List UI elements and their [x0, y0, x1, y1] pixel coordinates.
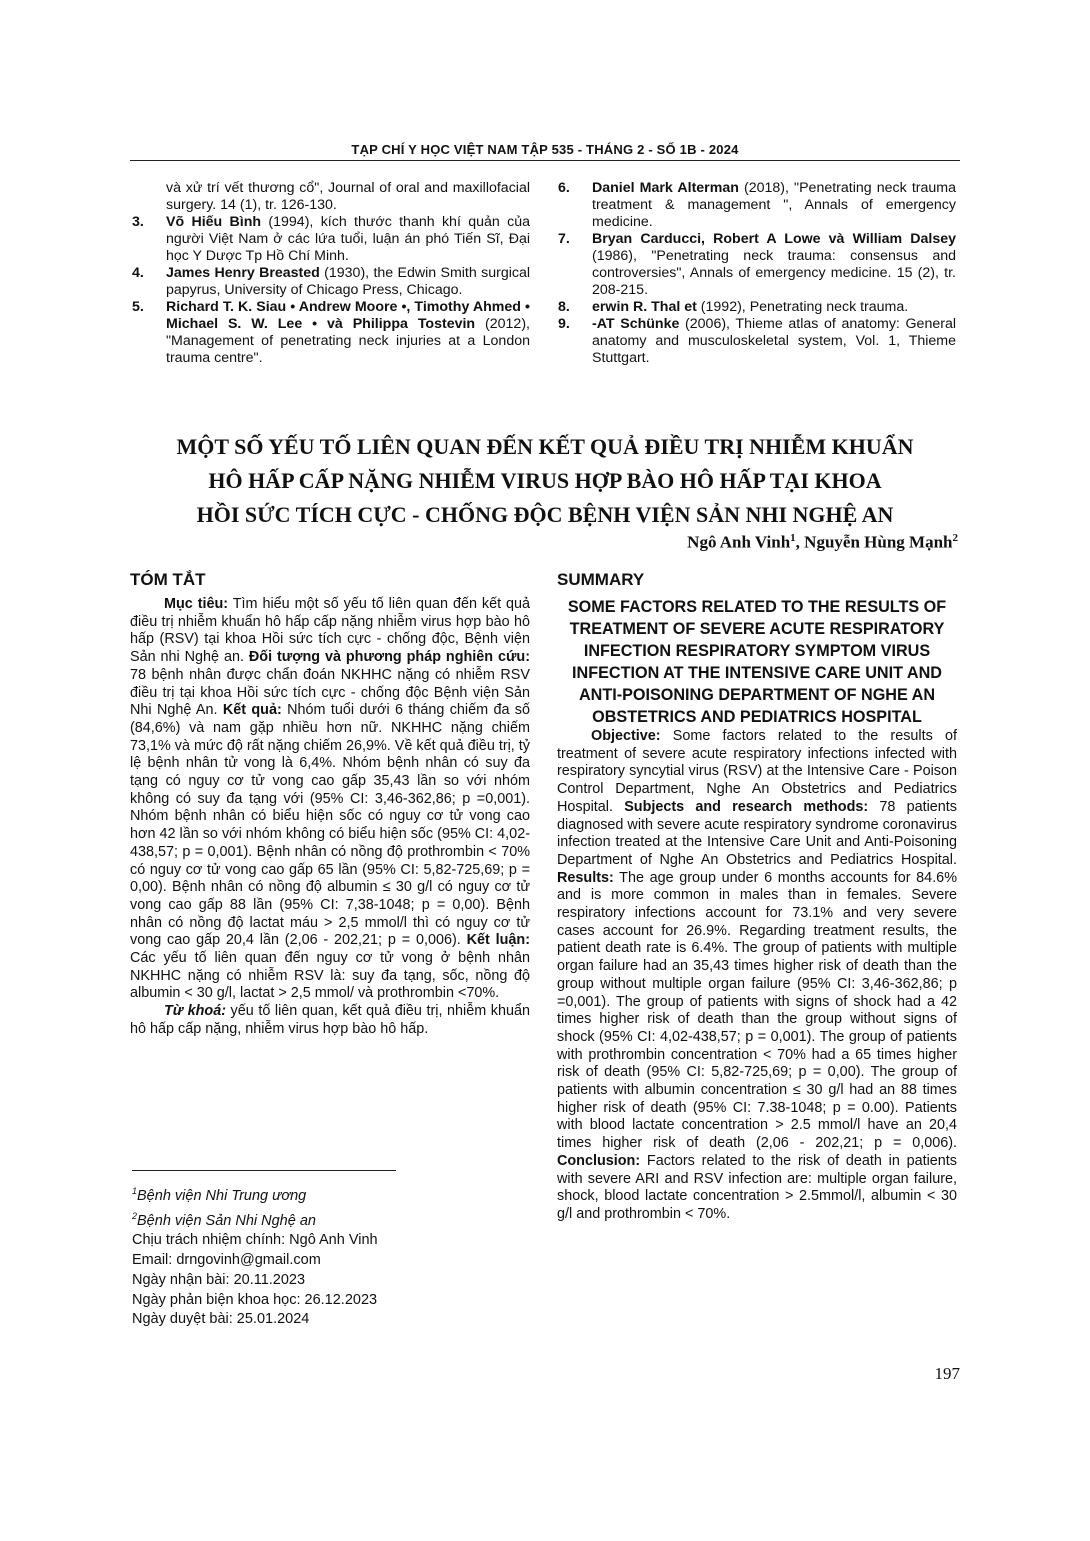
abstract-paragraph [130, 596, 530, 1003]
article-title-line: MỘT SỐ YẾU TỐ LIÊN QUAN ĐẾN KẾT QUẢ ĐIỀU TRỊ NHIỄM KHUẨN [176, 434, 914, 459]
reference-author: Võ Hiếu Bình [166, 214, 262, 230]
reference-item [558, 180, 956, 231]
reference-item [132, 299, 530, 367]
affiliation-mark: 1 [132, 1186, 138, 1196]
reference-text: (1986), "Penetrating neck trauma: consensus and controversies", Annals of emergency medicine. 15 (2), tr. 208-215. [592, 248, 956, 298]
reference-text: (1992), Penetrating neck trauma. [696, 299, 909, 315]
author-name: Nguyễn Hùng Mạnh [804, 532, 953, 552]
abstract-label: Kết luận: [466, 932, 530, 949]
abstract-label: Results: [557, 869, 614, 886]
page-number: 197 [934, 1364, 960, 1383]
reference-text: (2018), "Penetrating neck trauma treatment & management ", Annals of emergency medicine. [592, 180, 956, 230]
abstract-label: Subjects and research methods: [624, 798, 869, 815]
references-right-column [558, 180, 956, 367]
affiliation-2 [132, 1207, 532, 1232]
abstract-label: Objective: [591, 728, 661, 744]
author-affiliation-mark: 1 [790, 532, 796, 544]
reference-author: erwin R. Thal et [592, 299, 697, 315]
affiliation-text: Bệnh viện Nhi Trung ương [137, 1187, 307, 1204]
reference-number: 7. [558, 231, 570, 247]
abstract-text: Tìm hiểu một số yếu tố liên quan đến kết quả điều trị nhiễm khuẩn hô hấp cấp nặng nhiễm virus hợp bào hô hấp (RSV) tại khoa Hồi sức tích cực - chống độc, Bệnh viện Sản nhi Nghệ an. [130, 596, 531, 666]
section-heading: SUMMARY [557, 570, 645, 589]
responsible-author: Chịu trách nhiệm chính: Ngô Anh Vinh [132, 1232, 378, 1249]
reference-author: Richard T. K. Siau • Andrew Moore •, Timothy Ahmed • Michael S. W. Lee • và Philippa Tostevin [166, 299, 530, 332]
reference-number: 9. [558, 316, 570, 332]
author-separator: , [795, 532, 805, 552]
accepted-date: Ngày duyệt bài: 25.01.2024 [132, 1311, 310, 1328]
abstract-text: Các yếu tố liên quan đến nguy cơ tử vong ở bệnh nhân NKHHC nặng có nhiễm RSV là: suy đa tạng, sốc, nồng độ albumin < 30 g/l, lactat > 2,5 mmol/ và prothrombin <70%. [130, 950, 530, 1002]
footnotes [132, 1182, 532, 1330]
reference-item [132, 265, 530, 299]
reference-item [558, 316, 956, 367]
abstract-label: Conclusion: [557, 1152, 641, 1169]
author-affiliation-mark: 2 [952, 532, 958, 544]
abstract-text: Nhóm tuổi dưới 6 tháng chiếm đa số (84,6%) và nam gặp nhiều hơn nữ. NKHHC nặng chiếm 73,1% và mức độ rất nặng chiếm 26,9%. Về kết quả điều trị, tỷ lệ bệnh nhân tử vong là 6,4%. Nhóm bệnh nhân có suy đa tạng có nguy cơ tử vong cao gấp 35,43 lần so với nhóm không có suy đa tạng với (95% CI: 3,46-362,86; p =0,001). Nhóm bệnh nhân có biểu hiện sốc có nguy cơ tử vong cao hơn 42 lần so với nhóm không có biểu hiện sốc (95% CI: 4,02-438,57; p = 0,001). Bệnh nhân có nồng độ prothrombin < 70% có nguy cơ tử vong cao gấp 65 lần (95% CI: 5,82-725,69; p = 0,00). Bệnh nhân có nồng độ albumin ≤ 30 g/l có nguy cơ tử vong cao gấp 88 lần (95% CI: 7,38-1048; p = 0,00). Bệnh nhân có nồng độ lactat máu > 2,5 mmol/l thì có nguy cơ tử vong cao gấp 20,4 lần (2,06 - 202,21; p = 0,006). [130, 702, 530, 949]
review-date: Ngày phản biện khoa học: 26.12.2023 [132, 1291, 378, 1308]
abstract-text: The age group under 6 months accounts for 84.6% and is more common in males than in females. Severe respiratory infections account for 73.1% and very severe cases account for 26.9%. Regarding treatment results, the patient death rate is 6.4%. The group of patients with multiple organ failure had an 35,43 times higher risk of death than the group without multiple organ failure (95% CI: 3,46-362,86; p =0,001). The group of patients with signs of shock had a 42 times higher risk of death than the group without signs of shock (95% CI: 4,02-438,57; p = 0,001). The group of patients with prothrombin concentration < 70% had a 65 times higher risk of death (95% CI: 5,82-725,69; p = 0,00). The group of patients with albumin concentration ≤ 30 g/l had an 88 times higher risk of death (95% CI: 7.38-1048; p = 0.00). Patients with blood lactate concentration > 2.5 mmol/l have an 20,4 times higher risk of death (2,06 - 202,21; p = 0,006). [557, 869, 957, 1152]
author-name: Ngô Anh Vinh [687, 532, 791, 552]
reference-text: (1994), kích thước thanh khí quản của người Việt Nam ở các lứa tuổi, luận án phó Tiến Sĩ, Đại học Y Dược Tp Hồ Chí Minh. [166, 214, 530, 264]
article-title-line: HỒI SỨC TÍCH CỰC - CHỐNG ĐỘC BỆNH VIỆN SẢN NHI NGHỆ AN [196, 502, 894, 527]
english-title: SOME FACTORS RELATED TO THE RESULTS OF TREATMENT OF SEVERE ACUTE RESPIRATORY INFECTION RESPIRATORY SYMPTOM VIRUS INFECTION AT THE INTENSIVE CARE UNIT AND ANTI-POISONING DEPARTMENT OF NGHE AN OBSTETRICS AND PEDIATRICS HOSPITAL [567, 598, 947, 726]
keywords-label: Từ khoá: [164, 1003, 226, 1020]
abstract-label: Đối tượng và phương pháp nghiên cứu: [248, 649, 530, 666]
abstract-english [557, 570, 957, 1224]
affiliation-1 [132, 1182, 532, 1207]
reference-item [558, 231, 956, 299]
article-title [120, 430, 970, 532]
received-date: Ngày nhận bài: 20.11.2023 [132, 1271, 306, 1288]
journal-header: TẠP CHÍ Y HỌC VIỆT NAM TẬP 535 - THÁNG 2 - SỐ 1B - 2024 [351, 142, 739, 157]
references-left-column [132, 180, 530, 367]
reference-text: (2006), Thieme atlas of anatomy: General anatomy and musculoskeletal system, Vol. 1, Thieme Stuttgart. [592, 316, 956, 366]
abstract-label: Kết quả: [222, 702, 282, 719]
reference-author: Bryan Carducci, Robert A Lowe và William Dalsey [592, 231, 956, 247]
author-email: Email: drngovinh@gmail.com [132, 1252, 321, 1269]
keywords-text: yếu tố liên quan, kết quả điều trị, nhiễm khuẩn hô hấp cấp nặng, nhiễm virus hợp bào hô hấp. [130, 1003, 530, 1037]
reference-continuation [132, 180, 530, 214]
abstract-text: Factors related to the risk of death in patients with severe ARI and RSV infection are: multiple organ failure, shock, blood lactate concentration > 2.5mmol/l, albumin < 30 g/l and prothrombin < 70%. [557, 1152, 957, 1222]
abstract-text: Some factors related to the results of treatment of severe acute respiratory infections infected with respiratory syncytial virus (RSV) at the Intensive Care - Poison Control Department, Nghe An Obstetrics and Pediatrics Hospital. [557, 728, 957, 815]
reference-number: 6. [558, 180, 570, 196]
reference-author: James Henry Breasted [166, 265, 320, 281]
abstract-text: 78 bệnh nhân được chẩn đoán NKHHC nặng có nhiễm RSV điều trị tại khoa Hồi sức tích cực - chống độc Bệnh viện Sản Nhi Nghệ An. [130, 666, 530, 719]
reference-item [132, 214, 530, 265]
section-heading: TÓM TẮT [130, 570, 206, 589]
header-rule [130, 160, 960, 161]
reference-author: -AT Schünke [592, 316, 680, 332]
affiliation-mark: 2 [132, 1210, 138, 1221]
reference-author: Daniel Mark Alterman [592, 180, 739, 196]
abstract-text: 78 patients diagnosed with severe acute respiratory syndrome coronavirus infection treated at the Intensive Care Unit and Anti-Poisoning Department of Nghe An Obstetrics and Pediatrics Hospital. [557, 798, 957, 868]
abstract-label: Mục tiêu: [164, 596, 229, 612]
keywords-paragraph [130, 1003, 530, 1038]
reference-item [558, 299, 956, 316]
reference-text: (2012), "Management of penetrating neck injuries at a London trauma centre". [166, 316, 530, 366]
article-title-line: HÔ HẤP CẤP NẶNG NHIỄM VIRUS HỢP BÀO HÔ HẤP TẠI KHOA [208, 468, 882, 493]
abstract-paragraph [557, 728, 957, 1224]
authors [560, 532, 958, 553]
reference-number: 5. [132, 299, 144, 315]
footnote-rule [132, 1170, 396, 1171]
reference-continuation-text: và xử trí vết thương cổ", Journal of oral and maxillofacial surgery. 14 (1), tr. 126-130. [166, 180, 530, 213]
affiliation-text: Bệnh viện Sản Nhi Nghệ an [137, 1212, 316, 1229]
reference-text: (1930), the Edwin Smith surgical papyrus, University of Chicago Press, Chicago. [166, 265, 530, 298]
abstract-vietnamese [130, 570, 530, 1039]
reference-number: 4. [132, 265, 144, 281]
reference-number: 3. [132, 214, 144, 230]
reference-number: 8. [558, 299, 570, 315]
